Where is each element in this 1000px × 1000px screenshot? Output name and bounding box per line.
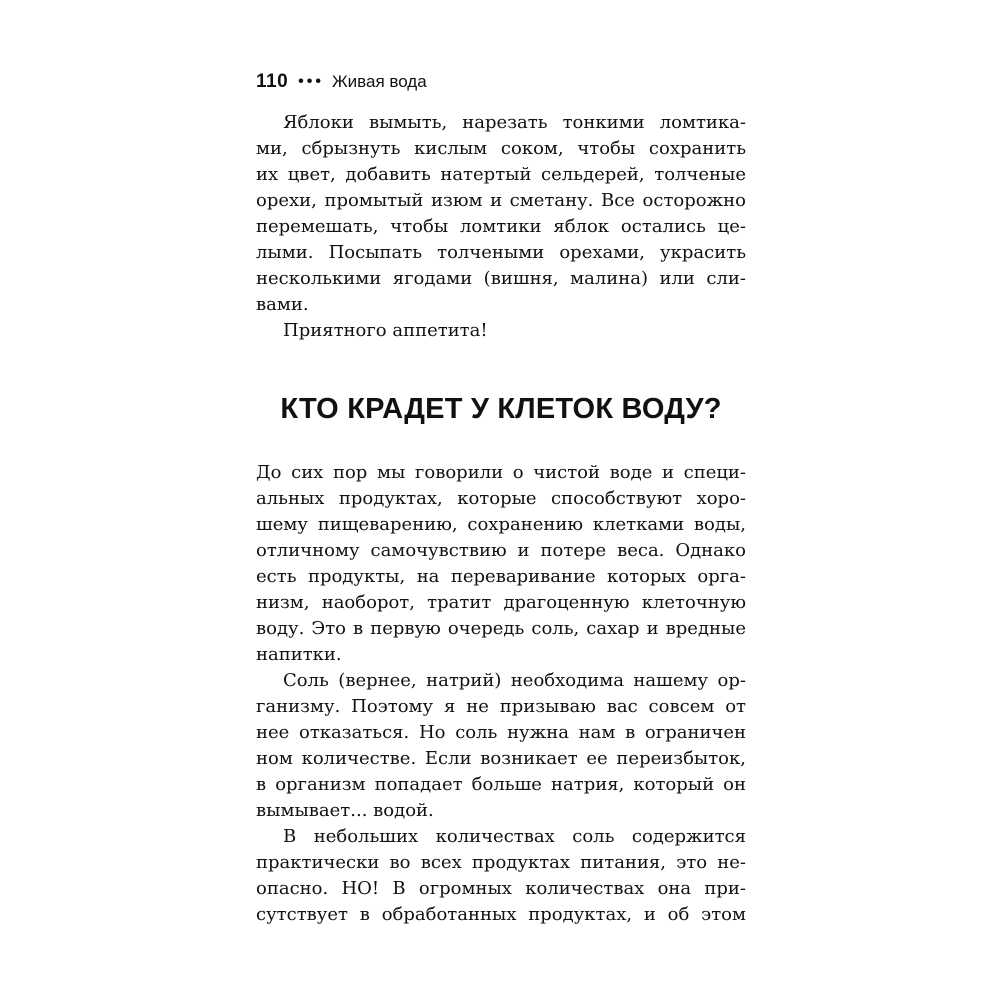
text-line: ном количестве. Если возникает ее переизбыток, [256,748,746,769]
text-line: Приятного аппетита! [283,320,488,341]
text-line: есть продукты, на переваривание которых орга- [256,566,746,587]
text-line: Яблоки вымыть, нарезать тонкими ломтика- [283,112,746,133]
text-line: напитки. [256,644,342,665]
text-line: отличному самочувствию и потере веса. Однако [256,540,746,561]
text-line: воду. Это в первую очередь соль, сахар и вредные [256,618,746,639]
page-number: 110 [256,71,289,92]
text-line: их цвет, добавить натертый сельдерей, толченые [256,164,746,185]
running-header [256,70,427,94]
text-line: в организм попадает больше натрия, который он [256,774,746,795]
text-line: ми, сбрызнуть кислым соком, чтобы сохранить [256,138,746,159]
text-line: нее отказаться. Но соль нужна нам в ограничен [256,722,746,743]
text-line: перемешать, чтобы ломтики яблок остались це- [256,216,746,237]
text-line: лыми. Посыпать толчеными орехами, украсить [256,242,746,263]
text-line: орехи, промытый изюм и сметану. Все осторожно [256,190,746,211]
text-line: ганизму. Поэтому я не призываю вас совсем от [256,696,746,717]
section-heading: КТО КРАДЕТ У КЛЕТОК ВОДУ? [280,393,722,425]
header-separator: ••• [298,73,324,90]
text-line: опасно. НО! В огромных количествах она при- [256,878,746,899]
text-line: шему пищеварению, сохранению клетками воды, [256,514,746,535]
text-line: альных продуктах, которые способствуют хоро- [256,488,746,509]
text-line: До сих пор мы говорили о чистой воде и специ- [256,462,746,483]
text-line: вымывает... водой. [256,800,434,821]
text-line: практически во всех продуктах питания, это не- [256,852,746,873]
text-line: В небольших количествах соль содержится [283,826,746,847]
recipe-paragraph [256,110,746,344]
text-line: сутствует в обработанных продуктах, и об этом [256,904,746,925]
text-line: Соль (вернее, натрий) необходима нашему ор- [283,670,746,691]
section-body [256,460,746,928]
text-line: несколькими ягодами (вишня, малина) или сли- [256,268,746,289]
text-line: низм, наоборот, тратит драгоценную клеточную [256,592,746,613]
text-line: вами. [256,294,309,315]
book-title: Живая вода [331,72,427,91]
